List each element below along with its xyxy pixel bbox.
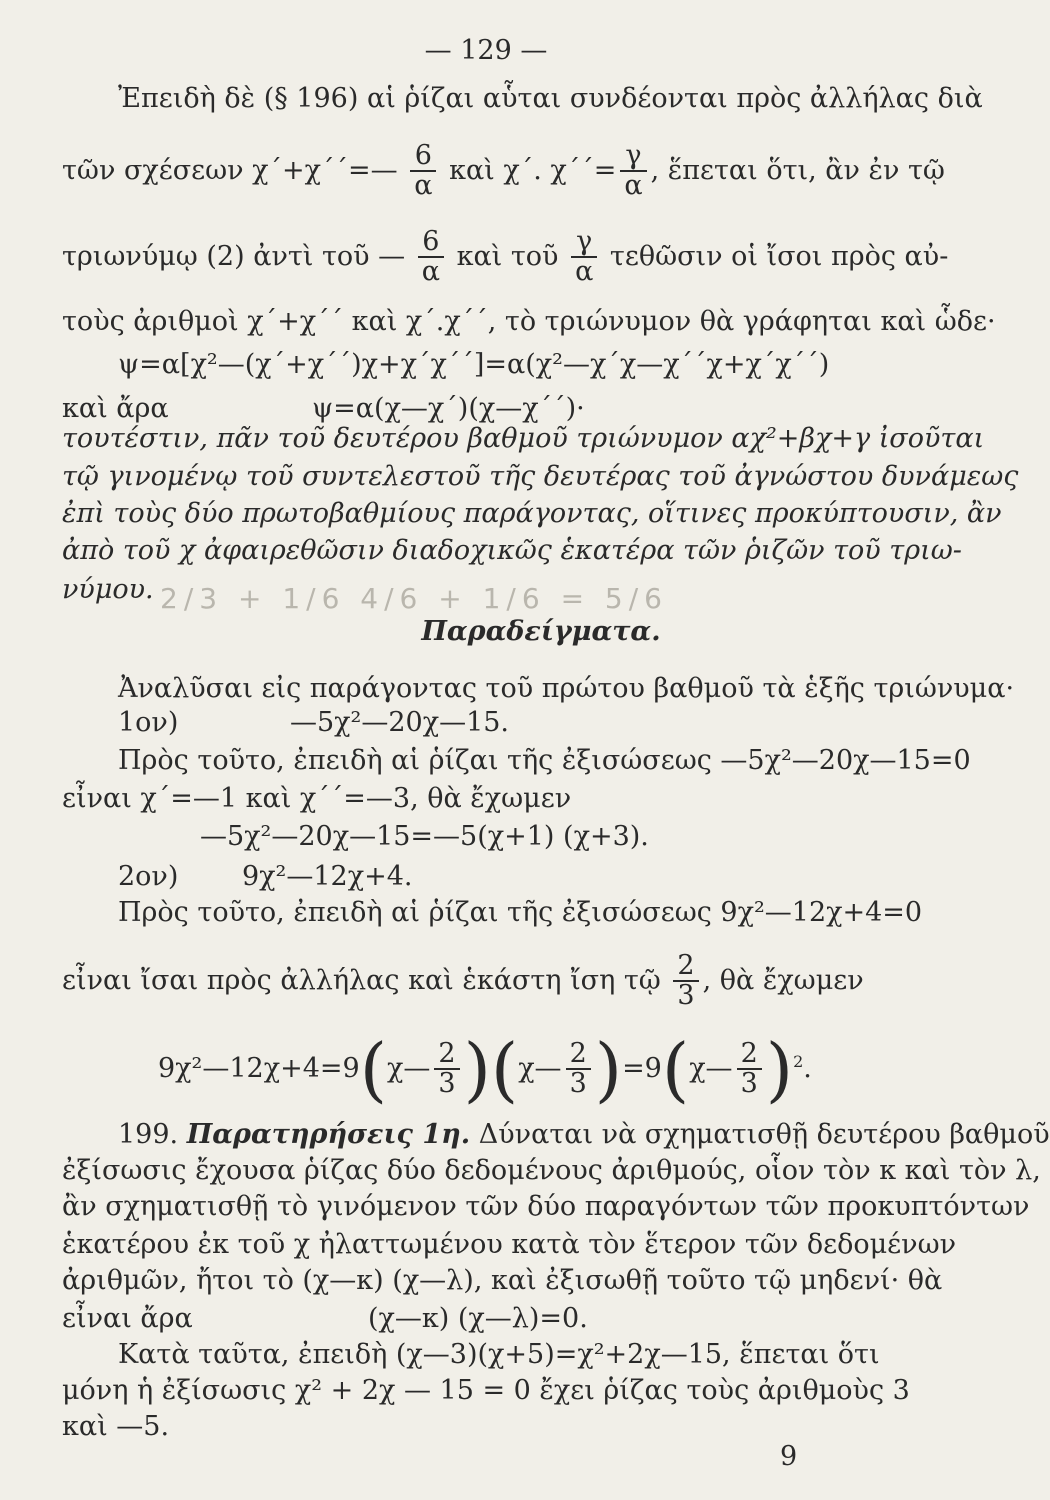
text-line-6 (62, 392, 972, 426)
equation-perfect-square: 9χ²—12χ+4=9(χ— $\frac{2}{3}$ )(χ— $\frac{2}{3}$ )=9(χ— $\frac{2}{3}$ )$^2$. (158, 1028, 812, 1111)
line2-part-c: , ἕπεται ὅτι, ἂν ἐν τῷ (650, 154, 945, 186)
equation-left: 9χ²—12χ+4=9 (158, 1052, 360, 1084)
line19-part-a: εἶναι ἴσαι πρὸς ἀλλήλας καὶ ἑκάστη ἴση τῷ (62, 964, 661, 996)
text-line-1: Ἐπειδὴ δὲ (§ 196) αἱ ῥίζαι αὗται συνδέονται πρὸς ἀλλήλας διὰ (118, 83, 983, 114)
text-line-3 (62, 228, 972, 287)
text-line-17 (118, 860, 972, 894)
line21-text: Δύναται νὰ σχηματισθῇ δευτέρου βαθμοῦ (478, 1119, 1050, 1150)
trinomial-2: 9χ²—12χ+4. (242, 861, 413, 892)
text-line-19 (62, 952, 972, 1011)
chi-minus-2: χ— (518, 1052, 562, 1084)
trinomial-1: —5χ²—20χ—15. (290, 707, 510, 738)
chi-minus-1: χ— (387, 1052, 431, 1084)
line2-part-b: καὶ χ΄. χ΄΄= (449, 154, 617, 186)
text-line-26 (62, 1302, 972, 1336)
text-line-14: Πρὸς τοῦτο, ἐπειδὴ αἱ ῥίζαι τῆς ἐξισώσεως —5χ²—20χ—15=0 (118, 745, 971, 776)
text-line-2 (62, 142, 972, 201)
text-line-18: Πρὸς τοῦτο, ἐπειδὴ αἱ ῥίζαι τῆς ἐξισώσεως 9χ²—12χ+4=0 (118, 897, 923, 928)
page-number: — 129 — (424, 35, 548, 66)
equation-psi-factored: ψ=α(χ—χ΄)(χ—χ΄΄)· (312, 393, 585, 424)
line3-part-a: τριωνύμῳ (2) ἀντὶ τοῦ — (62, 240, 406, 272)
italic-line-9: ἐπὶ τοὺς δύο πρωτοβαθμίους παράγοντας, οἵτινες προκύπτουσιν, ἂν (62, 498, 1002, 529)
fraction-gamma-over-alpha-2: $\frac{\gamma}{\alpha}$ (571, 228, 597, 287)
text-line-27: Κατὰ ταῦτα, ἐπειδὴ (χ—3)(χ+5)=χ²+2χ—15, ἕπεται ὅτι (118, 1339, 880, 1370)
equation-factorization-1: —5χ²—20χ—15=—5(χ+1) (χ+3). (200, 821, 649, 852)
section-number: 199. (118, 1119, 179, 1150)
section-heading: Παραδείγματα. (421, 616, 661, 647)
item-2-label: 2ον) (118, 861, 179, 892)
text-line-4: τοὺς ἀριθμοὶ χ΄+χ΄΄ καὶ χ΄.χ΄΄, τὸ τριώνυμον θὰ γράφηται καὶ ὧδε· (62, 306, 996, 337)
text-line-22: ἐξίσωσις ἔχουσα ῥίζας δύο δεδομένους ἀριθμούς, οἷον τὸν κ καὶ τὸν λ, (62, 1155, 1041, 1186)
item-1-label: 1ον) (118, 707, 179, 738)
line26-label: εἶναι ἄρα (62, 1303, 193, 1334)
fraction-2-3-b: $\frac{2}{3}$ (566, 1040, 591, 1099)
fraction-6-over-alpha-2: $\frac{6}{\alpha}$ (418, 228, 444, 287)
italic-line-8: τῷ γινομένῳ τοῦ συντελεστοῦ τῆς δευτέρας τοῦ ἀγνώστου δυνάμεως (62, 461, 1019, 492)
italic-line-7: τουτέστιν, πᾶν τοῦ δευτέρου βαθμοῦ τριώνυμον αχ²+βχ+γ ἰσοῦται (62, 423, 985, 454)
line3-part-b: καὶ τοῦ (456, 240, 559, 272)
text-line-13 (118, 706, 972, 740)
fraction-2-over-3: $\frac{2}{3}$ (673, 952, 698, 1011)
pencil-annotation: 2/3 + 1/6 4/6 + 1/6 = 5/6 (160, 582, 668, 615)
text-line-15: εἶναι χ΄=—1 καὶ χ΄΄=—3, θὰ ἔχωμεν (62, 783, 572, 814)
text-line-25: ἀριθμῶν, ἤτοι τὸ (χ—κ) (χ—λ), καὶ ἐξισωθῇ τοῦτο τῷ μηδενί· θὰ (62, 1265, 943, 1296)
chi-minus-3: χ— (689, 1052, 733, 1084)
line19-part-b: , θὰ ἔχωμεν (702, 964, 864, 996)
remarks-heading: Παρατηρήσεις 1η. (186, 1119, 471, 1150)
text-line-29: καὶ —5. (62, 1411, 170, 1442)
equation-product-zero: (χ—κ) (χ—λ)=0. (368, 1303, 588, 1334)
text-line-24: ἑκατέρου ἐκ τοῦ χ ἠλαττωμένου κατὰ τὸν ἕτερον τῶν δεδομένων (62, 1229, 957, 1260)
text-line-21 (118, 1118, 1050, 1152)
signature-mark: 9 (780, 1441, 798, 1472)
line2-part-a: τῶν σχέσεων χ΄+χ΄΄=— (62, 154, 398, 186)
line3-part-c: τεθῶσιν οἱ ἴσοι πρὸς αὐ- (609, 240, 949, 272)
italic-line-10: ἀπὸ τοῦ χ ἀφαιρεθῶσιν διαδοχικῶς ἑκατέρα τῶν ῥιζῶν τοῦ τριω- (62, 535, 962, 566)
text-line-28: μόνη ἡ ἐξίσωσις χ² + 2χ — 15 = 0 ἔχει ῥίζας τοὺς ἀριθμοὺς 3 (62, 1375, 910, 1406)
text-line-12: Ἀναλῦσαι εἰς παράγοντας τοῦ πρώτου βαθμοῦ τὰ ἑξῆς τριώνυμα· (118, 673, 1015, 704)
equation-psi-expanded: ψ=α[χ²—(χ΄+χ΄΄)χ+χ΄χ΄΄]=α(χ²—χ΄χ—χ΄΄χ+χ΄χ΄΄) (118, 349, 830, 380)
fraction-2-3-c: $\frac{2}{3}$ (737, 1040, 762, 1099)
square-exponent: 2 (793, 1051, 804, 1071)
fraction-6-over-alpha: $\frac{6}{\alpha}$ (410, 142, 436, 201)
fraction-2-3-a: $\frac{2}{3}$ (434, 1040, 459, 1099)
line6-label: καὶ ἄρα (62, 393, 169, 424)
italic-line-11: νύμου. (62, 574, 154, 605)
fraction-gamma-over-alpha: $\frac{\gamma}{\alpha}$ (620, 142, 646, 201)
text-line-23: ἂν σχηματισθῇ τὸ γινόμενον τῶν δύο παραγόντων τῶν προκυπτόντων (62, 1191, 1030, 1222)
equals-nine: =9 (622, 1052, 662, 1084)
